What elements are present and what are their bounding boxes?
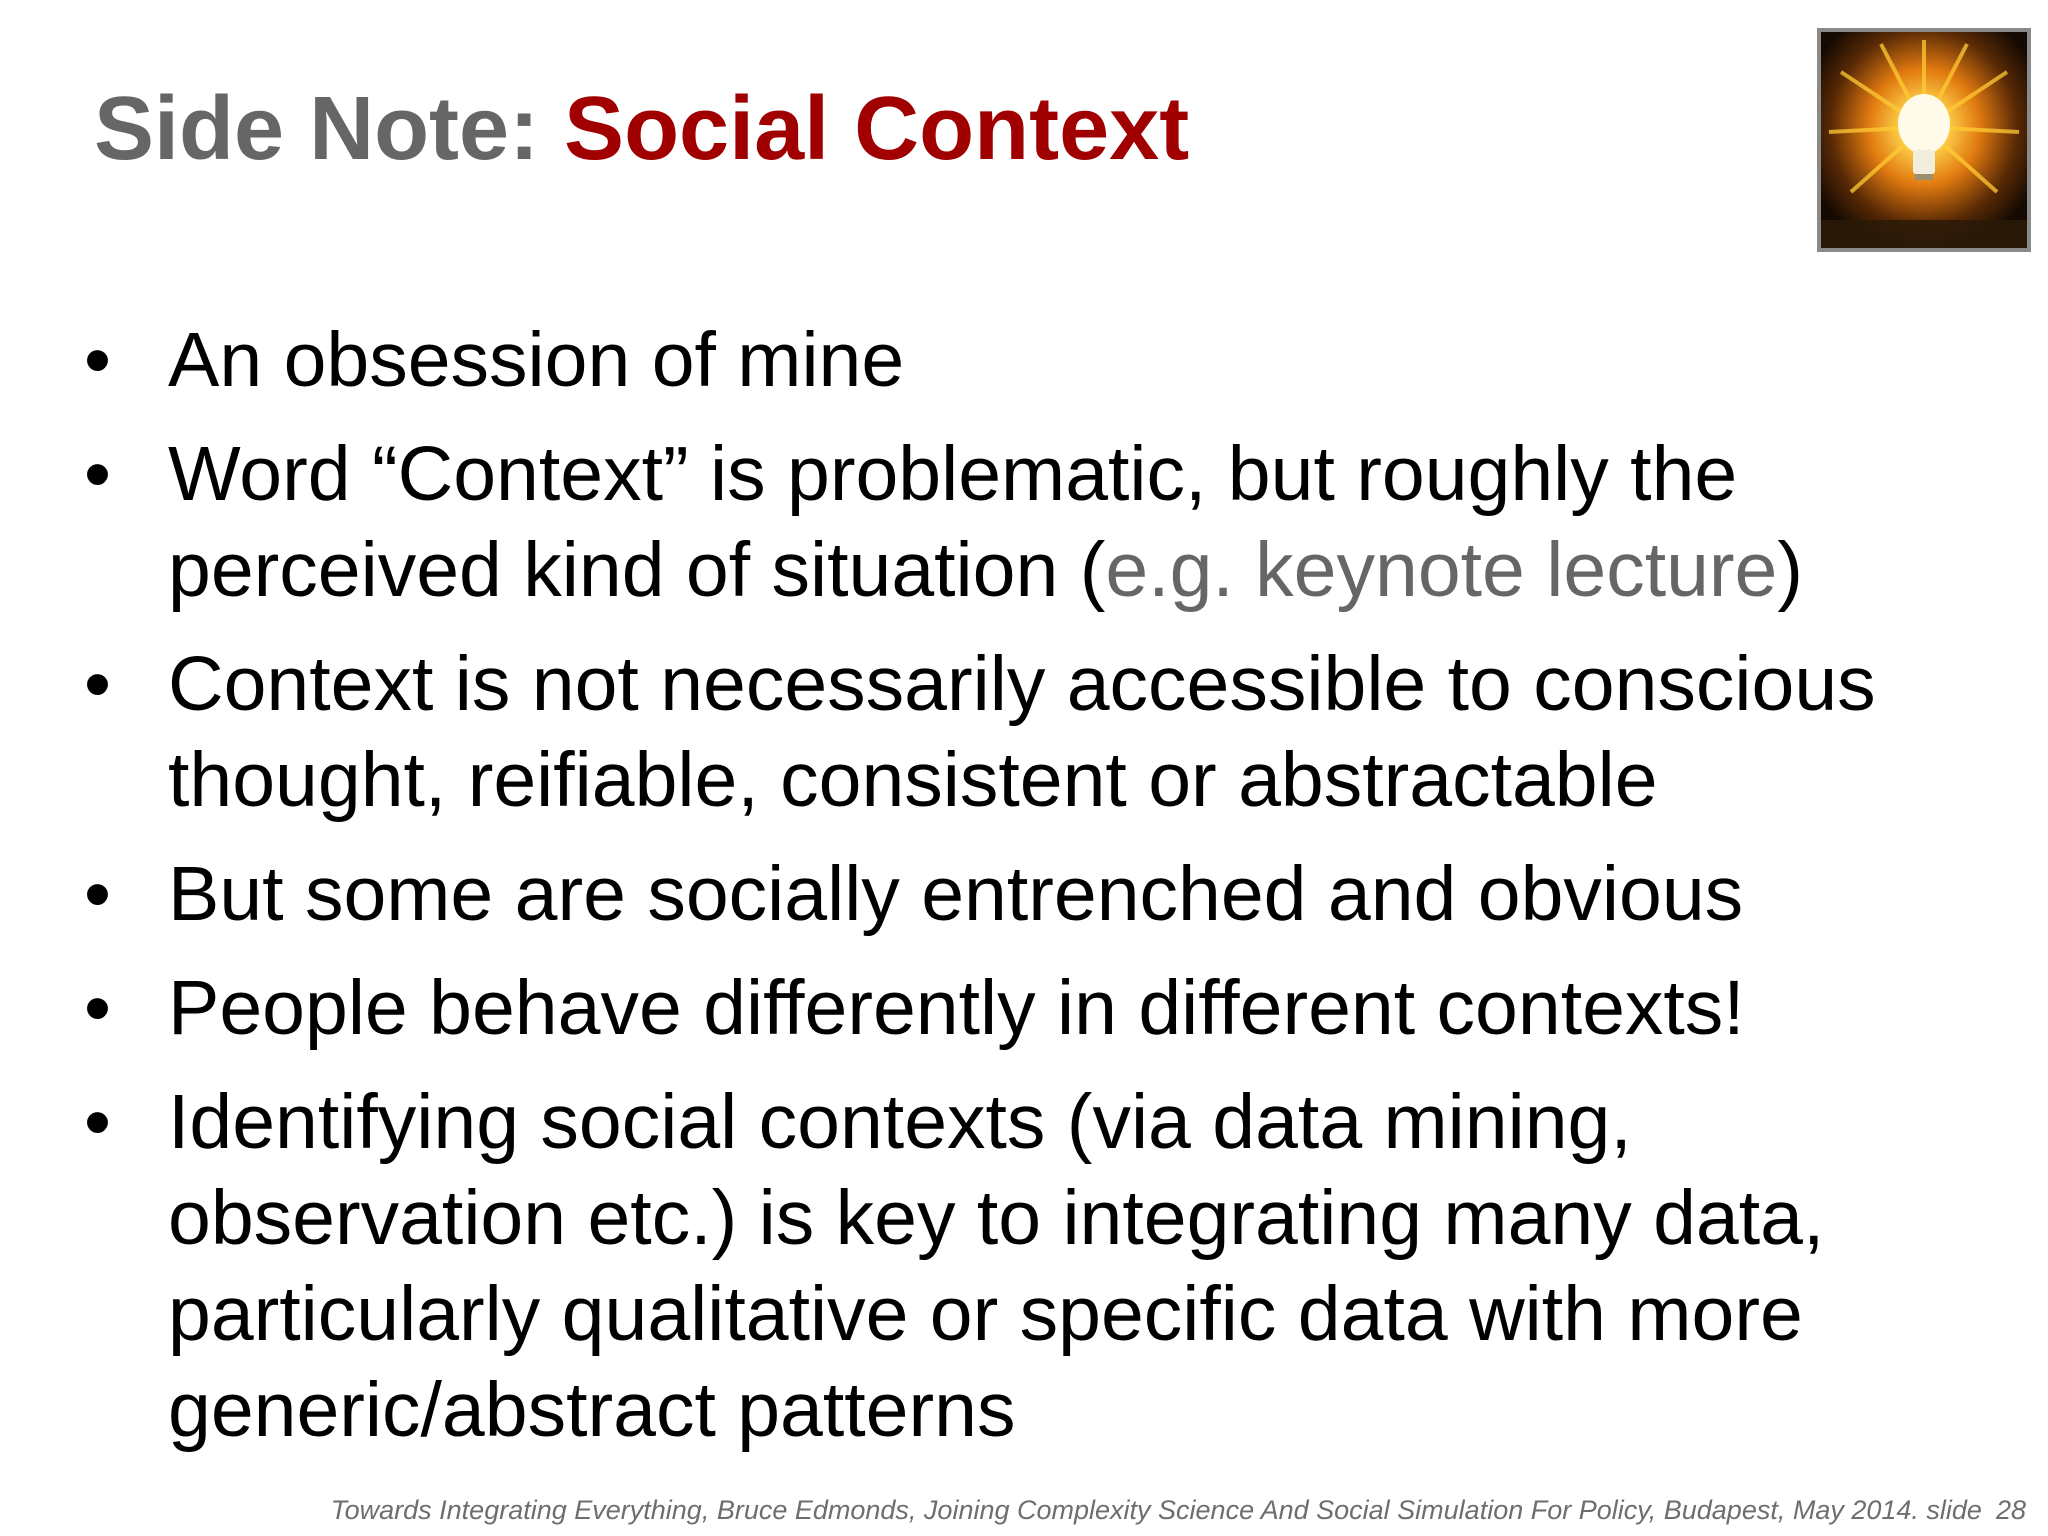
bullet-item xyxy=(84,846,1984,942)
bullet-list xyxy=(84,312,1984,1476)
bullet-text-end: ) xyxy=(1777,527,1804,613)
bullet-example-text: e.g. keynote lecture xyxy=(1105,527,1778,613)
bullet-text: But some are socially entrenched and obvious xyxy=(168,851,1744,937)
slide-footer xyxy=(331,1494,2026,1526)
slide-title xyxy=(94,80,1189,179)
bullet-item xyxy=(84,960,1984,1056)
bullet-item xyxy=(84,636,1984,828)
slide-number: 28 xyxy=(1995,1494,2026,1525)
bullet-item xyxy=(84,312,1984,408)
bullet-marker: • xyxy=(84,431,111,517)
bullet-marker: • xyxy=(84,965,111,1051)
bullet-marker: • xyxy=(84,851,111,937)
bullet-item xyxy=(84,1074,1984,1458)
bullet-text: Context is not necessarily accessible to conscious thought, reifiable, consistent or abstractable xyxy=(168,641,1876,823)
bullet-text: People behave differently in different contexts! xyxy=(168,965,1745,1051)
bullet-item xyxy=(84,426,1984,618)
centre-for-policy-modelling-logo xyxy=(1817,28,2031,252)
bullet-text: Identifying social contexts (via data mining, observation etc.) is key to integrating many data, particularly qualitative or specific data with more generic/abstract patterns xyxy=(168,1079,1825,1453)
bullet-marker: • xyxy=(84,641,111,727)
bullet-marker: • xyxy=(84,1079,111,1165)
light-bulb-icon xyxy=(1821,32,2027,248)
title-main: Social Context xyxy=(564,79,1190,179)
bullet-marker: • xyxy=(84,317,111,403)
footer-text: Towards Integrating Everything, Bruce Edmonds, Joining Complexity Science And Social Simulation For Policy, Budapest, May 2014. slide xyxy=(330,1494,1982,1525)
title-prefix: Side Note: xyxy=(94,79,565,179)
bullet-text: An obsession of mine xyxy=(168,317,905,403)
bullet-text: Word “Context” is problematic, but roughly the perceived kind of situation ( xyxy=(168,431,1738,613)
